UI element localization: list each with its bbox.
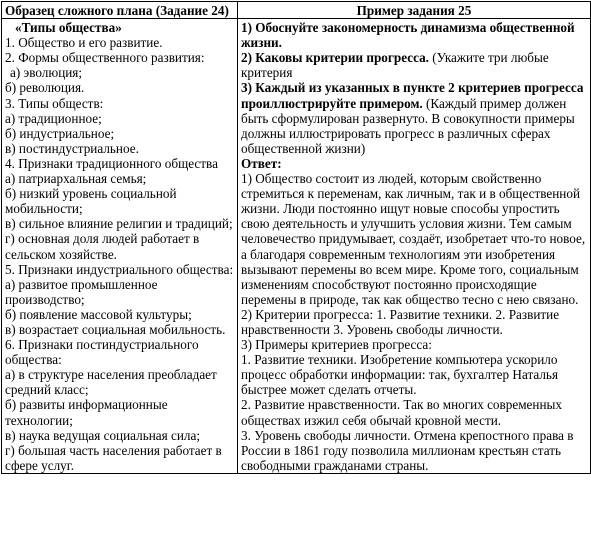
plan-item: в) наука ведущая социальная сила; <box>5 427 201 443</box>
plan-item: б) революция. <box>5 80 85 96</box>
answer-list <box>241 171 587 473</box>
plan-item: 2. Формы общественного развития: <box>5 50 205 66</box>
header-row <box>2 2 591 19</box>
question-3-rest: (Каждый пример должен быть сформулирован развернуто. В совокупности примеры должны иллюстрировать прогресс в различных сферах общественной жизни) <box>241 95 575 156</box>
answer-paragraph: 3) Примеры критериев прогресса: <box>241 337 432 353</box>
plan-item: а) патриархальная семья; <box>5 171 147 187</box>
plan-table <box>1 1 591 474</box>
header-right: Пример задания 25 <box>238 2 591 19</box>
answer-paragraph: 1) Общество состоит из людей, которым свойственно стремиться к переменам, как личным, так и в общественной жизни. Люди постоянно ищут новые способы упростить свою деятельность и улучшить условия жизни. Тем самым человечество придумывает, создаёт, изобретает что-то новое, а благодаря современным технологиям эти изобретения вызывают перемены во всем мире. Кроме того, социальным изменениям способствуют постоянно происходящие перемены в природе, так как общество тесно с нею связано. <box>241 171 586 307</box>
question-2-bold: 2) Каковы критерии прогресса. <box>241 50 429 66</box>
plan-cell <box>2 19 238 474</box>
plan-item: 6. Признаки постиндустриального общества: <box>5 337 199 368</box>
question-3-bold: 3) Каждый из указанных в пункте 2 критериев прогресса проиллюстрируйте примером. <box>241 80 584 111</box>
plan-item: в) сильное влияние религии и традиций; <box>5 216 233 232</box>
plan-title: «Типы общества» <box>15 20 122 36</box>
answer-paragraph: 2. Развитие нравственности. Так во многих современных обществах изжил себя обычай кровной мести. <box>241 397 562 428</box>
plan-item: а) традиционное; <box>5 110 102 126</box>
plan-item: а) в структуре населения преобладает средний класс; <box>5 367 217 398</box>
answer-paragraph: 3. Уровень свободы личности. Отмена крепостного права в России в 1861 году позволила миллионам крестьян стать свободными гражданами страны. <box>241 427 574 473</box>
question-1: 1) Обоснуйте закономерность динамизма общественной жизни. <box>241 20 575 51</box>
content-row <box>2 19 591 474</box>
plan-item: а) эволюция; <box>10 65 83 81</box>
answer-paragraph: 2) Критерии прогресса: 1. Развитие техники. 2. Развитие нравственности 3. Уровень свободы личности. <box>241 306 560 337</box>
plan-item: г) основная доля людей работает в сельском хозяйстве. <box>5 231 200 262</box>
plan-item: 3. Типы обществ: <box>5 95 104 111</box>
plan-item: 5. Признаки индустриального общества: <box>5 261 234 277</box>
task-cell <box>238 19 591 474</box>
plan-item: б) развиты информационные технологии; <box>5 397 168 428</box>
plan-item: б) индустриальное; <box>5 125 115 141</box>
answer-label: Ответ: <box>241 155 282 171</box>
question-3 <box>241 80 587 155</box>
plan-item: б) появление массовой культуры; <box>5 306 192 322</box>
header-left: Образец сложного плана (Задание 24) <box>2 2 238 19</box>
question-2-rest: (Укажите три любые критерия <box>241 50 549 81</box>
plan-item: в) постиндустриальное. <box>5 140 139 156</box>
question-2 <box>241 50 587 80</box>
answer-paragraph: 1. Развитие техники. Изобретение компьютера ускорило процесс обработки информации: так, бухгалтер Наталья быстрее может сделать отчеты. <box>241 352 559 398</box>
plan-item: б) низкий уровень социальной мобильности; <box>5 186 177 217</box>
document <box>0 1 591 474</box>
plan-list <box>5 35 234 473</box>
plan-item: 4. Признаки традиционного общества <box>5 155 218 171</box>
plan-item: а) развитое промышленное производство; <box>5 276 158 307</box>
plan-item: г) большая часть населения работает в сфере услуг. <box>5 442 222 473</box>
plan-item: 1. Общество и его развитие. <box>5 35 163 51</box>
plan-item: в) возрастает социальная мобильность. <box>5 321 226 337</box>
